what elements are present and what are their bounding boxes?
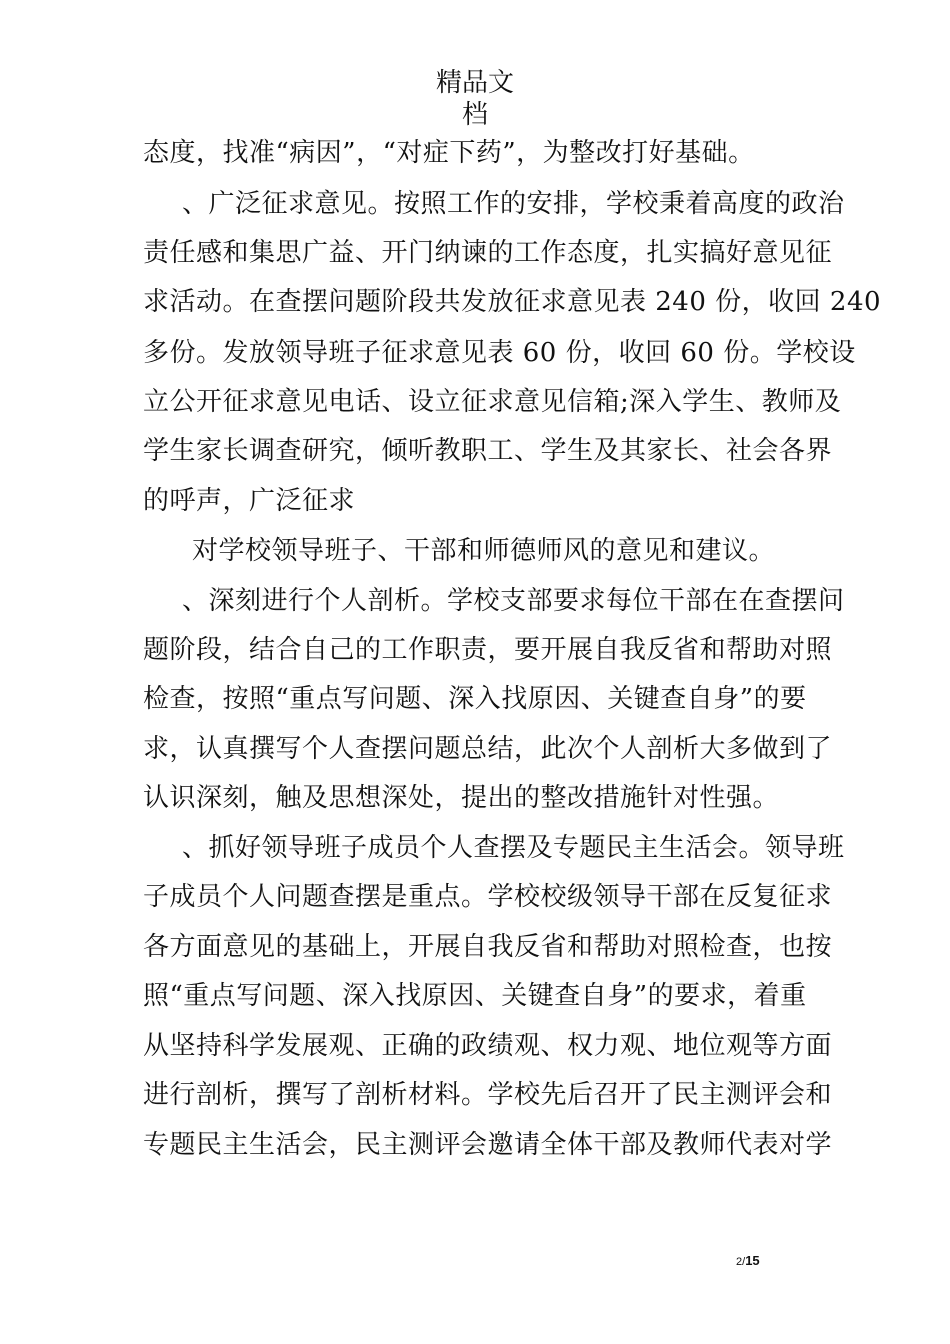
text-line: 检查，按照“重点写问题、深入找原因、关键查自身”的要 xyxy=(143,684,807,714)
text-line: 题阶段，结合自己的工作职责，要开展自我反省和帮助对照 xyxy=(143,635,833,665)
text-line: 态度，找准“病因”，“对症下药”，为整改打好基础。 xyxy=(143,138,755,168)
page-total: 15 xyxy=(745,1253,760,1268)
text-line: 对学校领导班子、干部和师德师风的意见和建议。 xyxy=(192,536,776,566)
text-line: 求活动。在查摆问题阶段共发放征求意见表 240 份，收回 240 xyxy=(143,287,882,317)
text-line: 从坚持科学发展观、正确的政绩观、权力观、地位观等方面 xyxy=(143,1031,833,1061)
text-line: 立公开征求意见电话、设立征求意见信箱;深入学生、教师及 xyxy=(143,387,842,417)
header-line-2: 档 xyxy=(461,100,488,130)
text-line: 多份。发放领导班子征求意见表 60 份，收回 60 份。学校设 xyxy=(143,338,856,368)
text-line: 、抓好领导班子成员个人查摆及专题民主生活会。领导班 xyxy=(182,833,845,863)
header-line-1: 精品文 xyxy=(435,68,514,98)
text-line: 进行剖析，撰写了剖析材料。学校先后召开了民主测评会和 xyxy=(143,1080,833,1110)
text-line: 学生家长调查研究，倾听教职工、学生及其家长、社会各界 xyxy=(143,436,833,466)
page-separator: / xyxy=(742,1256,746,1268)
text-line: 专题民主生活会，民主测评会邀请全体干部及教师代表对学 xyxy=(143,1130,833,1160)
text-line: 子成员个人问题查摆是重点。学校校级领导干部在反复征求 xyxy=(143,882,833,912)
text-line: 、深刻进行个人剖析。学校支部要求每位干部在在查摆问 xyxy=(182,586,845,616)
text-line: 、广泛征求意见。按照工作的安排，学校秉着高度的政治 xyxy=(182,189,845,219)
text-line: 的呼声，广泛征求 xyxy=(143,486,356,516)
page-number xyxy=(736,1253,760,1268)
text-line: 认识深刻，触及思想深处，提出的整改措施针对性强。 xyxy=(143,783,780,813)
text-line: 责任感和集思广益、开门纳谏的工作态度，扎实搞好意见征 xyxy=(143,238,833,268)
page-current: 2 xyxy=(736,1256,743,1268)
text-line: 求，认真撰写个人查摆问题总结，此次个人剖析大多做到了 xyxy=(143,734,833,764)
text-line: 各方面意见的基础上，开展自我反省和帮助对照检查，也按 xyxy=(143,932,833,962)
text-line: 照“重点写问题、深入找原因、关键查自身”的要求，着重 xyxy=(143,981,807,1011)
